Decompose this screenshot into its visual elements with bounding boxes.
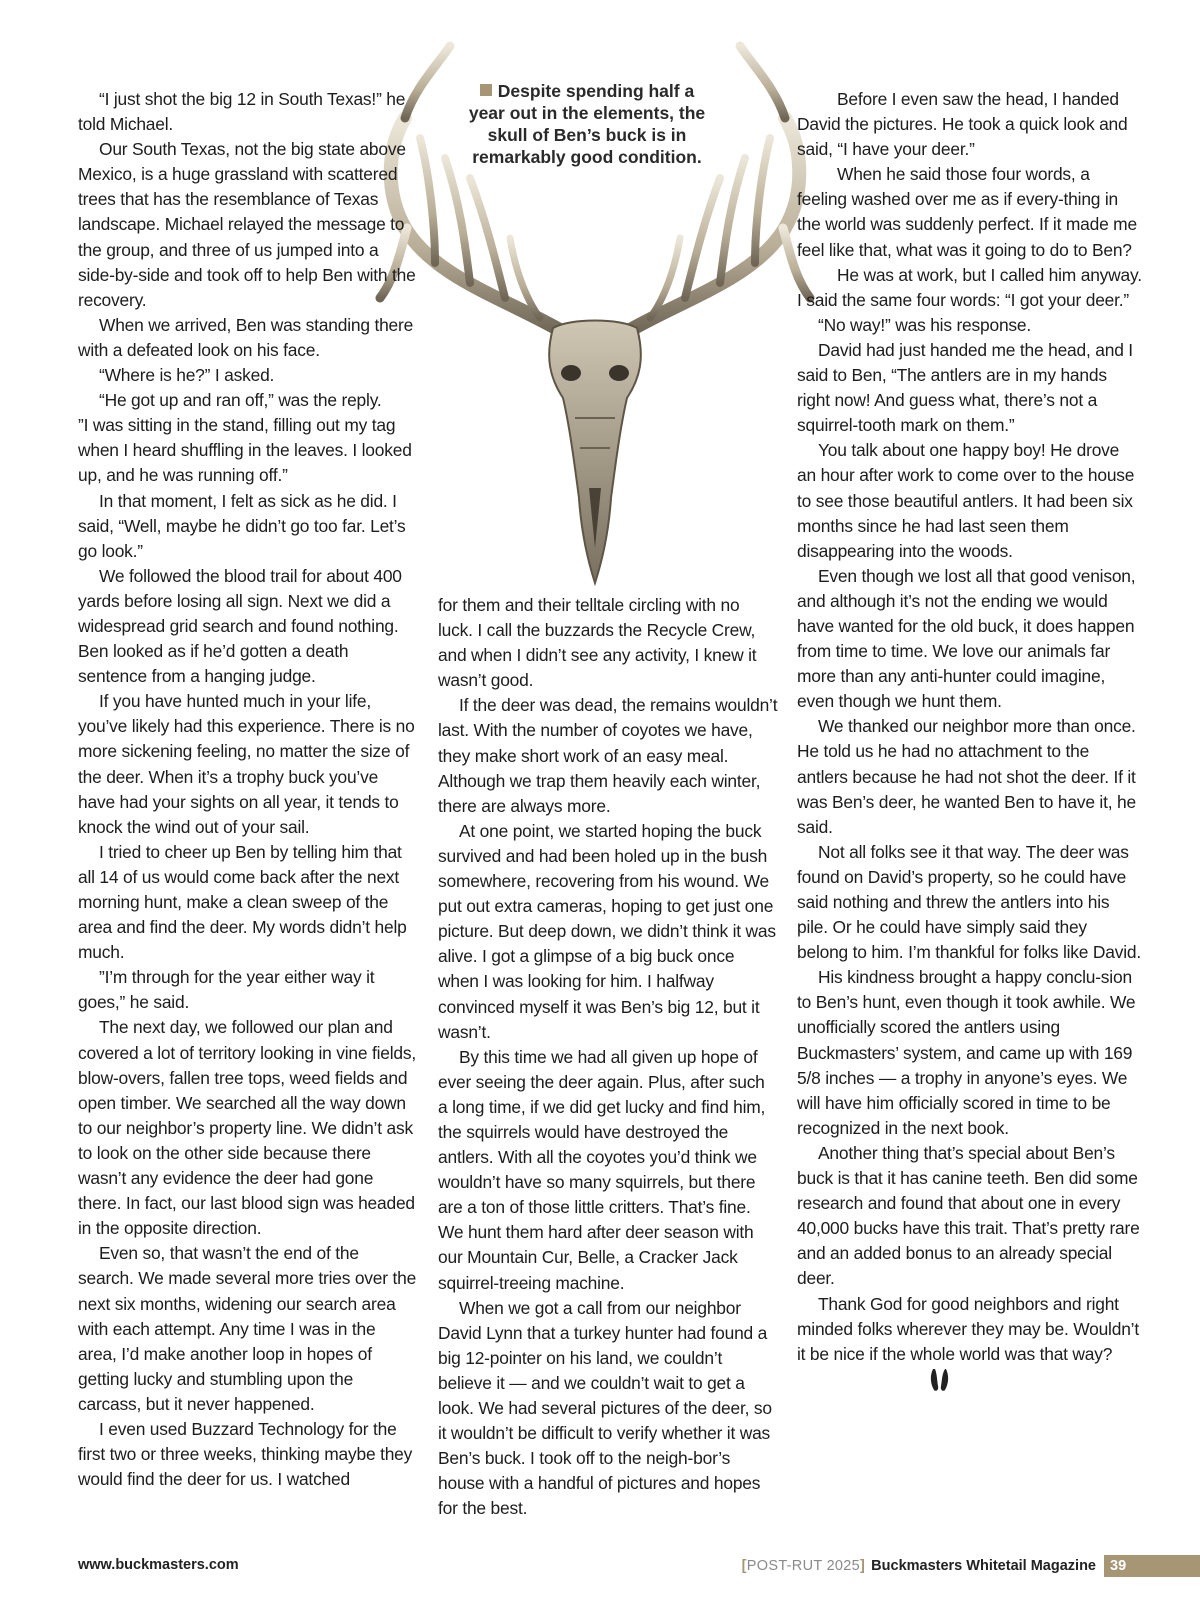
paragraph: His kindness brought a happy conclu-sion to Ben’s hunt, even though it took awhile. We unofficially scored the antlers using Buckmasters’ system, and came up with 169 5/8 inches — a trophy in anyone’s eyes. We will have him officially scored in time to be recognized in the next book. [797, 967, 1136, 1138]
paragraph: “I just shot the big 12 in South Texas!” he told Michael. [78, 89, 406, 135]
paragraph: I even used Buzzard Technology for the first two or three weeks, thinking maybe they would find the deer for us. I watched [78, 1418, 413, 1490]
paragraph: In that moment, I felt as sick as he did. I said, “Well, maybe he didn’t go too far. Let’s go look.” [78, 490, 406, 561]
paragraph: He was at work, but I called him anyway. I said the same four words: “I got your deer.” [797, 264, 1142, 310]
paragraph: When we arrived, Ben was standing there with a defeated look on his face. [78, 314, 414, 360]
article-column-3 [797, 87, 1142, 1394]
paragraph: Even though we lost all that good venison, and although it’s not the ending we would have wanted for the old buck, it does happen from time to time. We love our animals far more than any anti-hunter could imagine, even though we hunt them. [797, 565, 1136, 712]
closing-text: Thank God for good neighbors and right minded folks wherever they may be. Wouldn’t it be nice if the whole world was that way? [797, 1293, 1139, 1364]
paragraph: ”I’m through for the year either way it goes,” he said. [78, 967, 375, 1013]
paragraph: When we got a call from our neighbor David Lynn that a turkey hunter had found a big 12-pointer on his land, we couldn’t believe it — and we couldn’t wait to get a look. We had several pictures of the deer, so it wouldn’t be difficult to verify whether it was Ben’s buck. I took off to the neigh-bor’s house with a handful of pictures and hopes for the best. [438, 1297, 772, 1519]
paragraph: “Where is he?” I asked. [99, 365, 275, 386]
paragraph: The next day, we followed our plan and covered a lot of territory looking in vine fields, blow-overs, fallen tree tops, weed fields and open timber. We searched all the way down to our neighbor’s property line. We didn’t ask to look on the other side because there wasn’t any evidence the deer had gone there. In fact, our last blood sign was headed in the opposite direction. [78, 1017, 416, 1239]
photo-caption: Despite spending half a year out in the elements, the skull of Ben’s buck is in remarkably good condition. [468, 81, 706, 167]
article-column-2 [438, 593, 778, 1521]
footer-issue: [POST-RUT 2025] [741, 1558, 866, 1574]
paragraph: We followed the blood trail for about 400 yards before losing all sign. Next we did a widespread grid search and found nothing. Ben looked as if he’d gotten a death sentence from a hanging judge. [78, 565, 402, 687]
paragraph: When he said those four words, a feeling washed over me as if every-thing in the world was suddenly perfect. If it made me feel like that, what was it going to do to Ben? [797, 164, 1137, 260]
paragraph [797, 1292, 1142, 1394]
paragraph: Before I even saw the head, I handed David the pictures. He took a quick look and said, “I have your deer.” [797, 89, 1128, 160]
caption-marker [480, 84, 492, 96]
paragraph: I tried to cheer up Ben by telling him that all 14 of us would come back after the next morning hunt, make a clean sweep of the area and find the deer. My words didn’t help much. [78, 841, 407, 963]
paragraph: Not all folks see it that way. The deer was found on David’s property, so he could have said nothing and threw the antlers into his pile. Or he could have simply said they belong to him. I’m thankful for folks like David. [797, 841, 1141, 963]
paragraph: Another thing that’s special about Ben’s buck is that it has canine teeth. Ben did some research and found that about one in every 40,000 bucks have this trait. That’s pretty rare and an added bonus to an already special deer. [797, 1142, 1140, 1289]
paragraph: At one point, we started hoping the buck survived and had been holed up in the bush somewhere, recovering from his wound. We put out extra cameras, hoping to get just one picture. But deep down, we didn’t think it was alive. I got a glimpse of a big buck once when I was looking for him. I halfway convinced myself it was Ben’s big 12, but it wasn’t. [438, 820, 776, 1042]
paragraph: “He got up and ran off,” was the reply. [99, 390, 382, 411]
footer-website: www.buckmasters.com [78, 1557, 239, 1573]
article-column-1 [78, 87, 418, 1492]
paragraph: ”I was sitting in the stand, filling out my tag when I heard shuffling in the leaves. I looked up, and he was running off.” [78, 415, 412, 486]
paragraph: We thanked our neighbor more than once. He told us he had no attachment to the antlers because he had not shot the deer. If it was Ben’s deer, he wanted Ben to have it, he said. [797, 716, 1136, 837]
paragraph: You talk about one happy boy! He drove an hour after work to come over to the house to see those beautiful antlers. It had been six months since he had last seen them disappearing into the woods. [797, 440, 1135, 561]
paragraph: David had just handed me the head, and I said to Ben, “The antlers are in my hands right now! And guess what, there’s not a squirrel-tooth mark on them.” [797, 339, 1133, 436]
footer-folio [742, 1555, 1200, 1577]
page-number: 39 [1104, 1555, 1200, 1577]
paragraph: If you have hunted much in your life, you’ve likely had this experience. There is no more sickening feeling, no matter the size of the deer. When it’s a trophy buck you’ve have had your sights on all year, it tends to knock the wind out of your sail. [78, 691, 415, 837]
paragraph: “No way!” was his response. [818, 314, 1032, 335]
paragraph: for them and their telltale circling with no luck. I call the buzzards the Recycle Crew, and when I didn’t see any activity, I knew it wasn’t good. [438, 595, 757, 691]
paragraph: If the deer was dead, the remains wouldn’t last. With the number of coyotes we have, they make short work of an easy meal. Although we trap them heavily each winter, there are always more. [438, 695, 778, 816]
paragraph: Even so, that wasn’t the end of the search. We made several more tries over the next six months, widening our search area with each attempt. Any time I was in the area, I’d make another loop in hopes of getting lucky and stumbling upon the carcass, but it never happened. [78, 1243, 417, 1414]
paragraph: By this time we had all given up hope of ever seeing the deer again. Plus, after such a long time, if we did get lucky and find him, the squirrels would have destroyed the antlers. With all the coyotes you’d think we wouldn’t have so many squirrels, but there are a ton of those little critters. That’s fine. We hunt them hard after deer season with our Mountain Cur, Belle, a Cracker Jack squirrel-treeing machine. [438, 1046, 766, 1293]
deer-track-icon [929, 1367, 951, 1393]
footer-magazine: Buckmasters Whitetail Magazine [871, 1558, 1096, 1574]
paragraph: Our South Texas, not the big state above Mexico, is a huge grassland with scattered trees that has the resemblance of Texas landscape. Michael relayed the message to the group, and three of us jumped into a side-by-side and took off to help Ben with the recovery. [78, 139, 416, 310]
